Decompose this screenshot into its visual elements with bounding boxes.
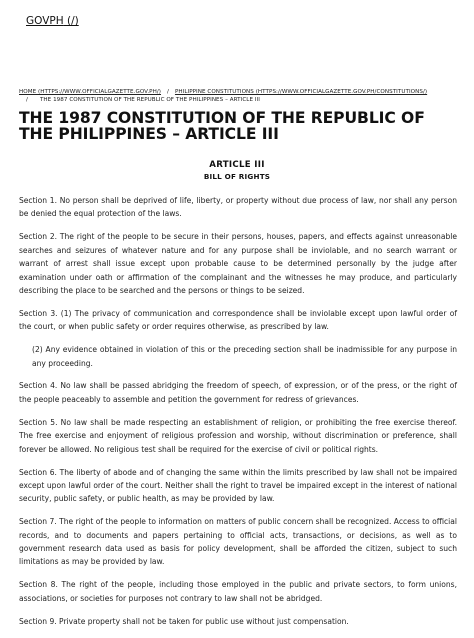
section-3-paragraph-1: Section 3. (1) The privacy of communication and correspondence shall be inviolable except upon lawful order of the court, or when public safety or order requires otherwise, as prescribed by law. xyxy=(19,308,457,332)
article-subheading: BILL OF RIGHTS xyxy=(203,172,271,181)
section-3-paragraph-2: (2) Any evidence obtained in violation of this or the preceding section shall be inadmissible for any purpose in any proceeding. xyxy=(32,345,457,368)
govph-link-label[interactable]: GOVPH xyxy=(26,15,64,27)
govph-link-paren[interactable]: (/) xyxy=(66,15,79,27)
top-bar xyxy=(26,15,79,27)
govph-home-link[interactable] xyxy=(26,15,79,27)
breadcrumb-separator: / xyxy=(26,97,28,103)
section-4: Section 4. No law shall be passed abridging the freedom of speech, of expression, or of the press, or the right of the people peaceably to assemble and petition the government for redress of grievances. xyxy=(19,381,457,404)
breadcrumb-home-link[interactable]: HOME (HTTPS://WWW.OFFICIALGAZETTE.GOV.PH/) xyxy=(19,89,162,95)
section-8: Section 8. The right of the people, including those employed in the public and private sectors, to form unions, associations, or societies for purposes not contrary to law shall not be abridged. xyxy=(19,580,457,603)
breadcrumb-current: THE 1987 CONSTITUTION OF THE REPUBLIC OF THE PHILIPPINES – ARTICLE III xyxy=(39,97,260,103)
article-heading: ARTICLE III xyxy=(209,160,265,170)
page-title: THE 1987 CONSTITUTION OF THE REPUBLIC OF THE PHILIPPINES – ARTICLE III xyxy=(19,109,425,143)
section-5: Section 5. No law shall be made respecting an establishment of religion, or prohibiting the free exercise thereof. The free exercise and enjoyment of religious profession and worship, without discrimination or preference, shall forever be allowed. No religious test shall be required for the exercise of civil or political rights. xyxy=(19,417,457,454)
section-1: Section 1. No person shall be deprived of life, liberty, or property without due process of law, nor shall any person be denied the equal protection of the laws. xyxy=(19,196,457,219)
article-body xyxy=(19,194,457,638)
breadcrumb-constitutions-link[interactable]: PHILIPPINE CONSTITUTIONS (HTTPS://WWW.OFFICIALGAZETTE.GOV.PH/CONSTITUTIONS/) xyxy=(174,89,428,95)
breadcrumb xyxy=(19,88,459,104)
section-7: Section 7. The right of the people to information on matters of public concern shall be recognized. Access to official records, and to documents and papers pertaining to official acts, transactions, or decisions, as well as to government research data used as basis for policy development, shall be afforded the citizen, subject to such limitations as may be provided by law. xyxy=(19,517,457,567)
section-6: Section 6. The liberty of abode and of changing the same within the limits prescribed by law shall not be impaired except upon lawful order of the court. Neither shall the right to travel be impaired except in the interest of national security, public safety, or public health, as may be provided by law. xyxy=(19,467,457,504)
section-9: Section 9. Private property shall not be taken for public use without just compensation. xyxy=(19,616,349,626)
breadcrumb-separator: / xyxy=(167,89,169,95)
section-2: Section 2. The right of the people to be secure in their persons, houses, papers, and effects against unreasonable searches and seizures of whatever nature and for any purpose shall be inviolable, and no search warrant or warrant of arrest shall issue except upon probable cause to be determined personally by the judge after examination under oath or affirmation of the complainant and the witnesses he may produce, and particularly describing the place to be searched and the persons or things to be seized. xyxy=(19,232,457,295)
